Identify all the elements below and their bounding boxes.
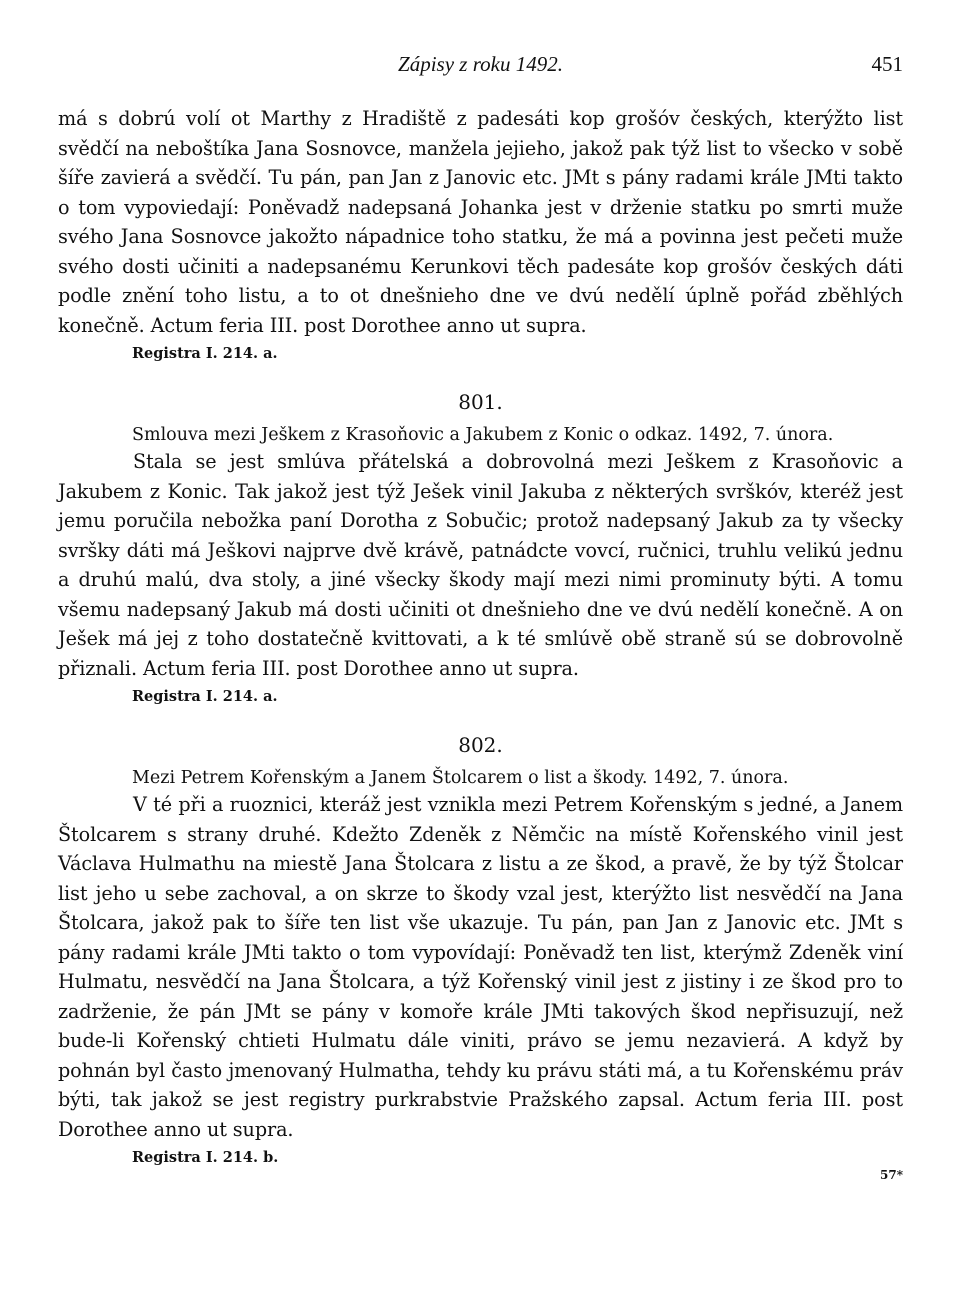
registry-reference: Registra I. 214. a. <box>132 688 278 705</box>
entry-number: 801. <box>458 390 503 414</box>
continued-entry <box>58 104 903 364</box>
registry-reference: Registra I. 214. a. <box>132 345 278 362</box>
entry-text: V té při a ruoznici, kteráž jest vznikla mezi Petrem Kořenským s jedné, a Janem Štolcarem s strany druhé. Kdežto Zdeněk z Němčic na místě Kořenského vinil jest Václava Hulmathu na miestě Jana Štolcara z listu a ze škod, a pravě, že by týž Štolcar list jeho u sebe zachoval, a on skrze to škody vzal jest, kterýžto list nesvědčí na Jana Štolcara, jakož pak to šíře ten list vše ukazuje. Tu pán, pan Jan z Janovic etc. JMt s pány radami krále JMti takto o tom vypovídají: Poněvadž ten list, kterýmž Zdeněk viní Hulmatu, nesvědčí na Jana Štolcara, a týž Kořenský vinil jest z jistiny i ze škod pro to zadrženie, že pán JMt se pány v komoře krále JMti takových škod nepřisuzují, než bude-li Kořenský chtieti Hulmatu dále viniti, právo se jemu nezavierá. A když by pohnán byl často jmenovaný Hulmatha, tehdy ku právu státi má, a tu Kořenskému práv býti, tak jakož se jest registry purkrabstvie Pražského zapsal. Actum feria III. post Dorothee anno ut supra. <box>58 793 903 1141</box>
entry-text: Stala se jest smlúva přátelská a dobrovolná mezi Ješkem z Krasoňovic a Jakubem z Konic. Tak jakož jest týž Ješek vinil Jakuba z některých svrškóv, kteréž jest jemu poručila nebožka paní Dorotha z Sobučic; protož nadepsaný Jakub za ty všecky svršky dáti má Ješkovi najprve dvě krávě, patnádcte vovcí, ručnici, truhlu velikú jednu a druhú malú, dva stoly, a jiné všecky škody mají mezi nimi prominuty býti. A tomu všemu nadepsaný Jakub má dosti učiniti ot dnešnieho dne ve dvú nedělí konečně. A on Ješek má jej z toho dostatečně kvittovati, a k té smlúvě obě straně sú se dobrovolně přiznali. Actum feria III. post Dorothee anno ut supra. <box>58 450 903 680</box>
registry-reference: Registra I. 214. b. <box>132 1149 279 1166</box>
page-number: 451 <box>871 52 903 76</box>
entry-heading: Mezi Petrem Kořenským a Janem Štolcarem o list a škody. 1492, 7. února. <box>132 768 789 788</box>
entry-number: 802. <box>458 733 503 757</box>
entry-text: má s dobrú volí ot Marthy z Hradiště z padesáti kop grošóv českých, kterýžto list svědčí na neboštíka Jana Sosnovce, manžela jejieho, jakož pak týž list to všecko v sobě šíře zavierá a svědčí. Tu pán, pan Jan z Janovic etc. JMt s pány radami krále JMti takto o tom vypoviedají: Poněvadž nadepsaná Johanka jest v drženie statku po smrti muže svého Jana Sosnovce jakožto nápadnice toho statku, že má a povinna jest pečeti muže svého dosti učiniti a nadepsanému Kerunkovi těch padesáte kop grošóv českých dáti podle znění toho listu, a to ot dnešnieho dne ve dvú nedělí úplně pořád zběhlých konečně. Actum feria III. post Dorothee anno ut supra. <box>58 107 903 337</box>
running-header <box>58 48 903 82</box>
entry-801 <box>58 388 903 707</box>
entry-heading: Smlouva mezi Ješkem z Krasoňovic a Jakubem z Konic o odkaz. 1492, 7. února. <box>132 425 834 445</box>
entry-802 <box>58 731 903 1168</box>
document-page <box>58 48 903 1182</box>
running-title: Zápisy z roku 1492. <box>398 52 563 76</box>
folio-mark: 57* <box>880 1168 903 1182</box>
